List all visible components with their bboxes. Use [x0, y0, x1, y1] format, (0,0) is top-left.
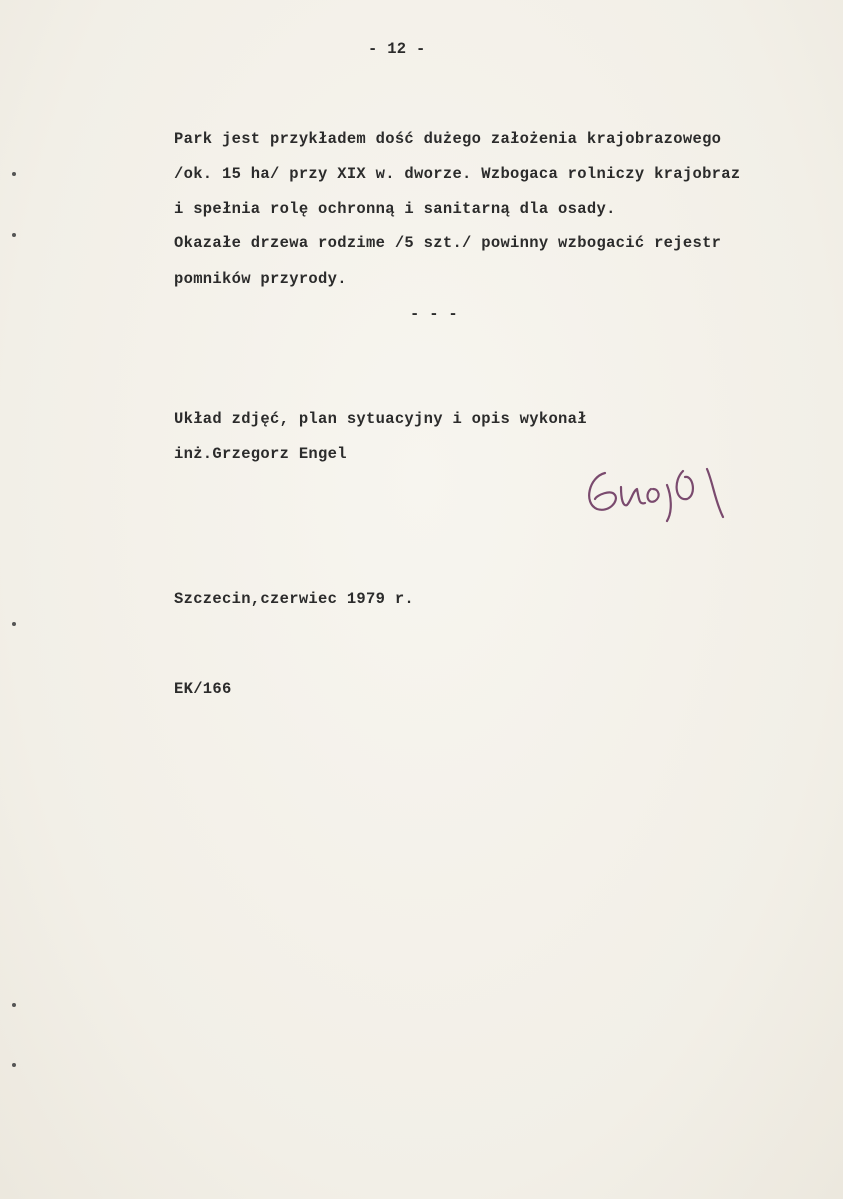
paragraph-line-1: Park jest przykładem dość dużego założenia krajobrazowego: [174, 130, 722, 148]
margin-dot: [12, 233, 16, 237]
page-number: - 12 -: [368, 40, 426, 58]
handwritten-signature: [575, 455, 735, 525]
margin-dot: [12, 622, 16, 626]
author-name: inż.Grzegorz Engel: [174, 445, 347, 463]
paragraph-line-4: Okazałe drzewa rodzime /5 szt./ powinny wzbogacić rejestr: [174, 234, 722, 252]
place-date: Szczecin,czerwiec 1979 r.: [174, 590, 415, 608]
margin-dot: [12, 172, 16, 176]
paragraph-line-5: pomników przyrody.: [174, 270, 347, 288]
credit-line: Układ zdjęć, plan sytuacyjny i opis wykonał: [174, 410, 587, 428]
paragraph-line-3: i spełnia rolę ochronną i sanitarną dla osady.: [174, 200, 616, 218]
margin-dot: [12, 1063, 16, 1067]
paragraph-line-2: /ok. 15 ha/ przy XIX w. dworze. Wzbogaca rolniczy krajobraz: [174, 165, 741, 183]
section-divider: - - -: [410, 305, 459, 323]
reference-code: EK/166: [174, 680, 232, 698]
margin-dot: [12, 1003, 16, 1007]
